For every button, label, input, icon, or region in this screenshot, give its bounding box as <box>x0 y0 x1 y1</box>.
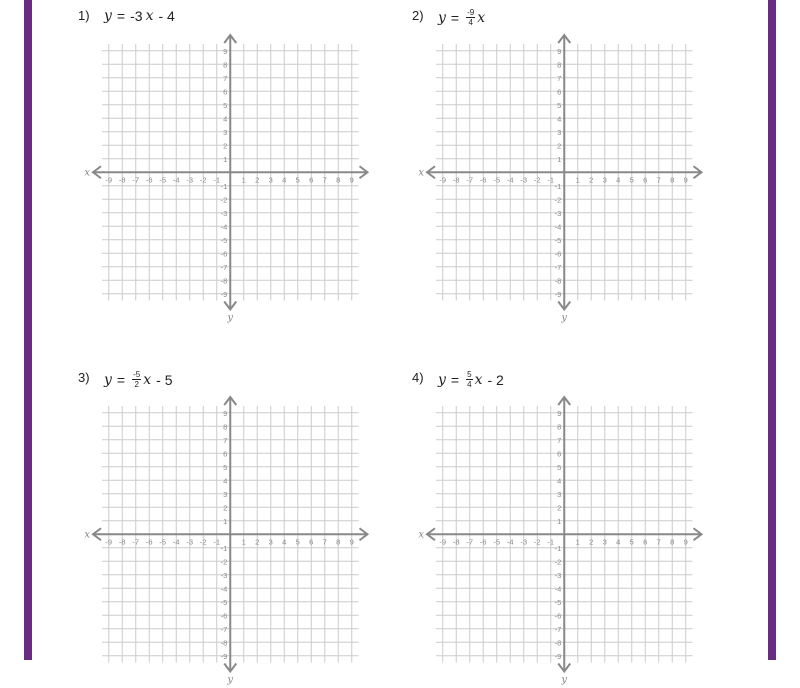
x-variable: x <box>474 371 483 388</box>
y-tick-label: -3 <box>220 570 228 580</box>
x-tick-label: 7 <box>656 537 661 547</box>
x-tick-label: -2 <box>533 175 541 185</box>
y-tick-label: 5 <box>223 100 228 110</box>
y-tick-label: 9 <box>557 46 562 56</box>
y-tick-label: 5 <box>223 462 228 472</box>
slope-denominator: 4 <box>467 380 472 389</box>
y-tick-label: 9 <box>223 46 228 56</box>
y-tick-label: 8 <box>223 60 228 70</box>
x-tick-label: 7 <box>322 537 327 547</box>
slope-numerator: -9 <box>467 8 475 17</box>
y-tick-label: 7 <box>223 73 228 83</box>
y-variable: y <box>438 9 446 26</box>
x-tick-label: -4 <box>506 175 514 185</box>
y-tick-label: -2 <box>554 195 562 205</box>
x-tick-label: 9 <box>683 537 688 547</box>
x-tick-label: 7 <box>656 175 661 185</box>
y-tick-label: -1 <box>220 181 228 191</box>
y-axis-label: y <box>561 674 568 686</box>
x-tick-label: 8 <box>336 175 341 185</box>
equation <box>104 370 172 389</box>
x-tick-label: -8 <box>452 175 460 185</box>
problem-2 <box>412 8 752 324</box>
problem-number: 1) <box>78 8 90 23</box>
y-tick-label: 1 <box>557 154 562 164</box>
y-tick-label: 3 <box>223 489 228 499</box>
x-tick-label: -6 <box>479 537 487 547</box>
y-tick-label: 3 <box>557 489 562 499</box>
x-tick-label: 1 <box>241 175 246 185</box>
x-tick-label: 3 <box>268 537 273 547</box>
equation <box>104 8 175 24</box>
x-tick-label: -9 <box>439 175 447 185</box>
slope-denominator: 4 <box>468 18 473 27</box>
equation <box>438 370 504 389</box>
y-tick-label: 6 <box>223 87 228 97</box>
x-tick-label: -1 <box>213 175 221 185</box>
constant-term: - 5 <box>156 371 173 388</box>
x-tick-label: -3 <box>520 175 528 185</box>
y-tick-label: -3 <box>554 570 562 580</box>
y-tick-label: -9 <box>554 651 562 661</box>
x-tick-label: 3 <box>268 175 273 185</box>
coordinate-grid <box>412 36 712 326</box>
y-tick-label: -4 <box>554 222 562 232</box>
x-tick-label: 5 <box>295 537 300 547</box>
y-tick-label: -4 <box>220 584 228 594</box>
slope-denominator: 2 <box>134 380 139 389</box>
y-tick-label: 2 <box>557 141 562 151</box>
x-axis-label: x <box>418 529 424 541</box>
x-tick-label: -7 <box>466 537 474 547</box>
x-tick-label: 2 <box>589 537 594 547</box>
x-tick-label: -5 <box>159 175 167 185</box>
problem-number: 2) <box>412 8 424 23</box>
x-tick-label: 2 <box>589 175 594 185</box>
x-tick-label: 8 <box>670 537 675 547</box>
equals-sign: = <box>116 371 126 388</box>
equals-sign: = <box>450 371 460 388</box>
problem-number: 3) <box>78 370 90 385</box>
x-tick-label: -3 <box>186 175 194 185</box>
x-tick-label: -4 <box>506 537 514 547</box>
x-tick-label: 2 <box>255 175 260 185</box>
page-border-right <box>768 0 776 660</box>
slope-fraction <box>466 8 475 27</box>
x-tick-label: 1 <box>575 537 580 547</box>
y-variable: y <box>104 8 112 24</box>
x-tick-label: 5 <box>295 175 300 185</box>
y-tick-label: -5 <box>220 235 228 245</box>
x-tick-label: 2 <box>255 537 260 547</box>
constant-term: - 4 <box>158 8 175 24</box>
y-tick-label: 3 <box>557 127 562 137</box>
y-tick-label: 6 <box>223 449 228 459</box>
y-axis-label: y <box>227 312 234 324</box>
slope-numerator: -5 <box>133 370 141 379</box>
x-tick-label: 4 <box>616 537 621 547</box>
y-tick-label: -8 <box>220 638 228 648</box>
x-tick-label: -8 <box>118 537 126 547</box>
x-tick-label: 3 <box>602 175 607 185</box>
y-tick-label: -7 <box>554 624 562 634</box>
slope-fraction <box>466 370 472 389</box>
y-tick-label: -8 <box>554 638 562 648</box>
y-tick-label: -6 <box>554 249 562 259</box>
y-tick-label: -6 <box>220 611 228 621</box>
x-tick-label: -7 <box>132 175 140 185</box>
y-tick-label: 1 <box>557 516 562 526</box>
y-tick-label: -2 <box>554 557 562 567</box>
y-tick-label: 8 <box>223 422 228 432</box>
equals-sign: = <box>450 9 460 26</box>
x-tick-label: -1 <box>213 537 221 547</box>
x-variable: x <box>477 9 486 26</box>
y-tick-label: -6 <box>220 249 228 259</box>
x-tick-label: -6 <box>145 537 153 547</box>
x-tick-label: -9 <box>105 537 113 547</box>
x-tick-label: 4 <box>282 175 287 185</box>
coordinate-grid <box>78 36 378 326</box>
y-tick-label: 8 <box>557 60 562 70</box>
page-border-left <box>24 0 32 660</box>
x-tick-label: -6 <box>479 175 487 185</box>
x-tick-label: 1 <box>241 537 246 547</box>
x-tick-label: -7 <box>466 175 474 185</box>
y-tick-label: -2 <box>220 557 228 567</box>
y-tick-label: 5 <box>557 100 562 110</box>
slope-fraction <box>132 370 141 389</box>
problem-number: 4) <box>412 370 424 385</box>
y-tick-label: -9 <box>220 289 228 299</box>
y-tick-label: -3 <box>220 208 228 218</box>
x-tick-label: 9 <box>349 537 354 547</box>
y-variable: y <box>438 371 446 388</box>
x-tick-label: 9 <box>683 175 688 185</box>
y-tick-label: 4 <box>557 476 562 486</box>
y-axis-label: y <box>227 674 234 686</box>
y-tick-label: -6 <box>554 611 562 621</box>
x-variable: x <box>143 371 152 388</box>
x-tick-label: 8 <box>670 175 675 185</box>
x-tick-label: -5 <box>159 537 167 547</box>
x-tick-label: 5 <box>629 537 634 547</box>
x-tick-label: -2 <box>199 537 207 547</box>
x-tick-label: 3 <box>602 537 607 547</box>
y-tick-label: 2 <box>223 503 228 513</box>
x-tick-label: 7 <box>322 175 327 185</box>
x-tick-label: -9 <box>105 175 113 185</box>
y-tick-label: 1 <box>223 516 228 526</box>
x-tick-label: 5 <box>629 175 634 185</box>
y-tick-label: 4 <box>223 476 228 486</box>
x-tick-label: -2 <box>199 175 207 185</box>
x-tick-label: -1 <box>547 537 555 547</box>
y-tick-label: 4 <box>223 114 228 124</box>
coordinate-grid <box>78 398 378 688</box>
x-tick-label: -8 <box>118 175 126 185</box>
y-tick-label: -7 <box>220 624 228 634</box>
y-tick-label: 2 <box>557 503 562 513</box>
y-tick-label: 7 <box>223 435 228 445</box>
x-tick-label: 6 <box>643 175 648 185</box>
x-tick-label: 8 <box>336 537 341 547</box>
slope-coefficient: -3 <box>130 8 143 24</box>
y-tick-label: 3 <box>223 127 228 137</box>
y-tick-label: 9 <box>223 408 228 418</box>
x-tick-label: 1 <box>575 175 580 185</box>
y-axis-label: y <box>561 312 568 324</box>
x-tick-label: -7 <box>132 537 140 547</box>
coordinate-grid <box>412 398 712 688</box>
y-tick-label: -8 <box>554 276 562 286</box>
y-tick-label: 4 <box>557 114 562 124</box>
x-tick-label: -5 <box>493 537 501 547</box>
y-tick-label: -4 <box>220 222 228 232</box>
y-tick-label: -5 <box>554 235 562 245</box>
y-tick-label: -1 <box>554 543 562 553</box>
x-tick-label: -1 <box>547 175 555 185</box>
y-tick-label: -4 <box>554 584 562 594</box>
problem-3 <box>78 370 418 686</box>
y-tick-label: 6 <box>557 87 562 97</box>
y-tick-label: -1 <box>554 181 562 191</box>
x-axis-label: x <box>84 529 90 541</box>
x-tick-label: 4 <box>616 175 621 185</box>
y-tick-label: -7 <box>554 262 562 272</box>
y-tick-label: 2 <box>223 141 228 151</box>
y-tick-label: 9 <box>557 408 562 418</box>
y-tick-label: 5 <box>557 462 562 472</box>
y-variable: y <box>104 371 112 388</box>
y-tick-label: 1 <box>223 154 228 164</box>
x-tick-label: -2 <box>533 537 541 547</box>
x-tick-label: -3 <box>520 537 528 547</box>
y-tick-label: -1 <box>220 543 228 553</box>
x-tick-label: -5 <box>493 175 501 185</box>
equals-sign: = <box>116 8 126 24</box>
y-tick-label: -5 <box>220 597 228 607</box>
x-axis-label: x <box>418 167 424 179</box>
x-tick-label: 6 <box>643 537 648 547</box>
y-tick-label: -5 <box>554 597 562 607</box>
y-tick-label: -8 <box>220 276 228 286</box>
x-tick-label: -6 <box>145 175 153 185</box>
y-tick-label: 8 <box>557 422 562 432</box>
x-tick-label: -9 <box>439 537 447 547</box>
problem-1 <box>78 8 418 324</box>
x-tick-label: -8 <box>452 537 460 547</box>
x-tick-label: -4 <box>172 537 180 547</box>
y-tick-label: 7 <box>557 73 562 83</box>
problem-4 <box>412 370 752 686</box>
x-axis-label: x <box>84 167 90 179</box>
x-tick-label: 4 <box>282 537 287 547</box>
y-tick-label: -3 <box>554 208 562 218</box>
y-tick-label: -9 <box>220 651 228 661</box>
x-variable: x <box>145 8 154 24</box>
x-tick-label: -4 <box>172 175 180 185</box>
y-tick-label: 6 <box>557 449 562 459</box>
x-tick-label: 6 <box>309 175 314 185</box>
x-tick-label: 9 <box>349 175 354 185</box>
constant-term: - 2 <box>487 371 504 388</box>
slope-numerator: 5 <box>467 370 472 379</box>
y-tick-label: -9 <box>554 289 562 299</box>
y-tick-label: -2 <box>220 195 228 205</box>
y-tick-label: -7 <box>220 262 228 272</box>
equation <box>438 8 485 27</box>
x-tick-label: -3 <box>186 537 194 547</box>
y-tick-label: 7 <box>557 435 562 445</box>
x-tick-label: 6 <box>309 537 314 547</box>
